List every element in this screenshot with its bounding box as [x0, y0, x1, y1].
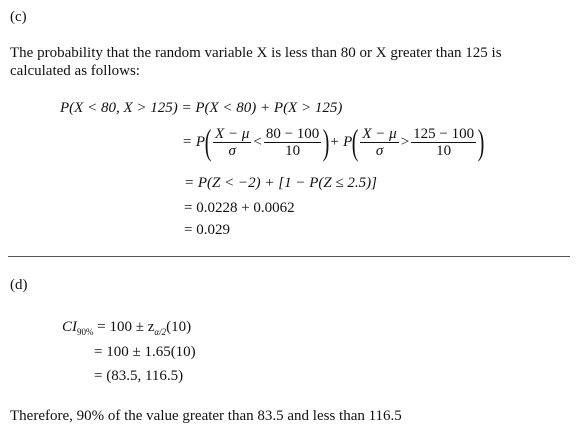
part-c-intro-line1: The probability that the random variable X is less than 80 or X greater than 125 is: [10, 45, 502, 61]
part-c-label: (c): [10, 9, 27, 25]
equation-d-line1: [62, 318, 191, 341]
frac3-numerator: X − μ: [362, 125, 397, 142]
fraction-80-minus-100-over-10: [264, 126, 321, 159]
less-than-sign: <: [253, 134, 262, 150]
eq-c2-plus: + P: [329, 134, 353, 150]
ci-rhs: = 100 ± z: [97, 319, 155, 335]
ci-symbol: CI: [62, 319, 77, 335]
part-c-intro-line2: calculated as follows:: [10, 63, 140, 79]
equation-c-line1: P(X < 80, X > 125) = P(X < 80) + P(X > 125): [60, 100, 343, 116]
equation-d-line2: = 100 ± 1.65(10): [94, 344, 196, 360]
frac1-denominator: σ: [228, 142, 236, 159]
part-d-conclusion: Therefore, 90% of the value greater than 83.5 and less than 116.5: [10, 408, 402, 424]
frac4-numerator: 125 − 100: [413, 125, 475, 142]
ci-subscript: 90%: [77, 327, 94, 337]
frac1-numerator: X − μ: [215, 125, 250, 142]
frac3-denominator: σ: [375, 142, 384, 159]
frac2-denominator: 10: [285, 142, 301, 159]
left-paren-2: (: [352, 122, 359, 162]
right-paren-1: ): [323, 122, 330, 162]
equation-d-line3: = (83.5, 116.5): [94, 368, 184, 384]
z-subscript: α/2: [154, 327, 167, 337]
frac4-denominator: 10: [436, 142, 452, 159]
equation-c-line4: = 0.0228 + 0.0062: [184, 200, 295, 216]
fraction-x-minus-mu-over-sigma-2: [360, 126, 398, 159]
fraction-x-minus-mu-over-sigma: [213, 126, 251, 159]
eq-c2-prefix: = P: [182, 134, 206, 150]
equation-c-line2: [182, 120, 484, 164]
right-paren-2: ): [477, 122, 485, 162]
left-paren-1: (: [204, 122, 212, 162]
equation-c-line5: = 0.029: [184, 222, 230, 238]
section-divider: [8, 256, 570, 257]
greater-than-sign: >: [400, 134, 410, 150]
frac2-numerator: 80 − 100: [265, 125, 320, 142]
fraction-125-minus-100-over-10: [411, 126, 476, 159]
ci-rhs-tail: (10): [166, 319, 192, 335]
part-d-label: (d): [10, 277, 28, 293]
equation-c-line3: = P(Z < −2) + [1 − P(Z ≤ 2.5)]: [184, 175, 378, 191]
